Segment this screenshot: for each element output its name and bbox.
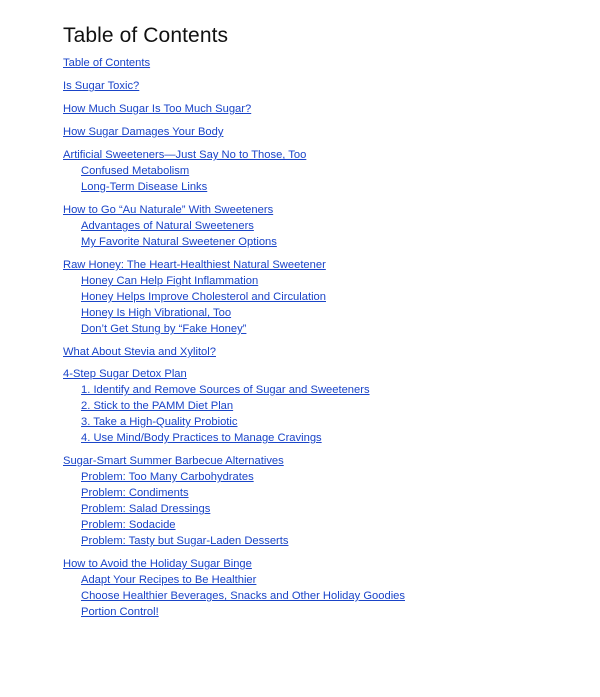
toc-link-problem-sodacide[interactable]: Problem: Sodacide: [81, 519, 176, 531]
toc-link-summer-barbecue[interactable]: Sugar-Smart Summer Barbecue Alternatives: [63, 455, 284, 467]
toc-link-problem-salad-dressings[interactable]: Problem: Salad Dressings: [81, 503, 211, 515]
toc-link-how-much-sugar[interactable]: How Much Sugar Is Too Much Sugar?: [63, 103, 252, 115]
toc-link-adapt-recipes[interactable]: Adapt Your Recipes to Be Healthier: [81, 574, 257, 586]
toc-link-fake-honey[interactable]: Don’t Get Stung by “Fake Honey”: [81, 323, 247, 335]
toc-link-problem-desserts[interactable]: Problem: Tasty but Sugar-Laden Desserts: [81, 535, 289, 547]
toc-link-honey-inflammation[interactable]: Honey Can Help Fight Inflammation: [81, 275, 259, 287]
toc-link-advantages-natural-sweeteners[interactable]: Advantages of Natural Sweeteners: [81, 220, 254, 232]
toc-link-detox-step-1[interactable]: 1. Identify and Remove Sources of Sugar and Sweeteners: [81, 384, 370, 396]
toc-link-sugar-damages-body[interactable]: How Sugar Damages Your Body: [63, 126, 224, 138]
toc-link-healthier-beverages[interactable]: Choose Healthier Beverages, Snacks and Other Holiday Goodies: [81, 590, 405, 602]
toc-link-detox-step-4[interactable]: 4. Use Mind/Body Practices to Manage Cravings: [81, 432, 322, 444]
toc-link-confused-metabolism[interactable]: Confused Metabolism: [81, 165, 190, 177]
toc-link-table-of-contents[interactable]: Table of Contents: [63, 57, 151, 69]
toc-link-problem-carbohydrates[interactable]: Problem: Too Many Carbohydrates: [81, 471, 254, 483]
toc-link-portion-control[interactable]: Portion Control!: [81, 606, 159, 618]
toc-link-long-term-disease-links[interactable]: Long-Term Disease Links: [81, 181, 208, 193]
toc-link-favorite-sweetener-options[interactable]: My Favorite Natural Sweetener Options: [81, 236, 277, 248]
toc-link-artificial-sweeteners[interactable]: Artificial Sweeteners—Just Say No to Those, Too: [63, 149, 307, 161]
toc-link-problem-condiments[interactable]: Problem: Condiments: [81, 487, 189, 499]
toc-title: Table of Contents: [63, 24, 229, 47]
toc-link-raw-honey[interactable]: Raw Honey: The Heart-Healthiest Natural Sweetener: [63, 259, 326, 271]
toc-link-stevia-xylitol[interactable]: What About Stevia and Xylitol?: [63, 346, 216, 358]
toc-link-sugar-detox-plan[interactable]: 4-Step Sugar Detox Plan: [63, 368, 187, 380]
toc-link-detox-step-3[interactable]: 3. Take a High-Quality Probiotic: [81, 416, 238, 428]
toc-link-detox-step-2[interactable]: 2. Stick to the PAMM Diet Plan: [81, 400, 234, 412]
toc-link-au-naturale[interactable]: How to Go “Au Naturale” With Sweeteners: [63, 204, 274, 216]
toc-link-honey-cholesterol[interactable]: Honey Helps Improve Cholesterol and Circulation: [81, 291, 326, 303]
toc-link-holiday-sugar-binge[interactable]: How to Avoid the Holiday Sugar Binge: [63, 558, 252, 570]
toc-link-honey-vibrational[interactable]: Honey Is High Vibrational, Too: [81, 307, 232, 319]
toc-link-is-sugar-toxic[interactable]: Is Sugar Toxic?: [63, 80, 140, 92]
